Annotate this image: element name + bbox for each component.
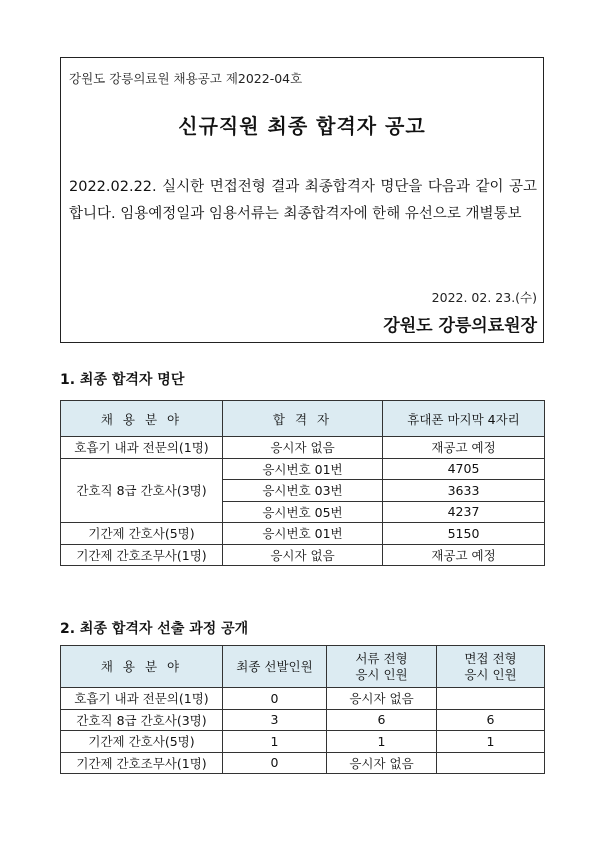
column-header-final: 최종 선발인원	[223, 646, 327, 688]
passer-cell: 응시번호 01번	[223, 523, 383, 545]
field-cell: 호흡기 내과 전문의(1명)	[61, 437, 223, 459]
table-header-row	[61, 401, 545, 437]
table-row	[61, 437, 545, 459]
field-cell: 기간제 간호조무사(1명)	[61, 544, 223, 566]
interview-cell	[437, 752, 545, 774]
interview-cell: 1	[437, 731, 545, 753]
final-cell: 0	[223, 752, 327, 774]
column-header-phone: 휴대폰 마지막 4자리	[383, 401, 545, 437]
document-header-line1: 서류 전형	[355, 650, 408, 666]
phone-cell: 재공고 예정	[383, 437, 545, 459]
passer-cell: 응시번호 01번	[223, 458, 383, 480]
interview-cell: 6	[437, 709, 545, 731]
notice-title: 신규직원 최종 합격자 공고	[178, 114, 426, 138]
interview-header-line1: 면접 전형	[464, 650, 517, 666]
column-header-passer: 합 격 자	[223, 401, 383, 437]
field-cell: 간호직 8급 간호사(3명)	[61, 458, 223, 523]
phone-cell: 재공고 예정	[383, 544, 545, 566]
column-header-field: 채 용 분 야	[61, 646, 223, 688]
selection-process-table	[60, 645, 545, 774]
document-cell: 응시자 없음	[327, 752, 437, 774]
phone-cell: 4705	[383, 458, 545, 480]
phone-cell: 4237	[383, 501, 545, 523]
passer-cell: 응시번호 03번	[223, 480, 383, 502]
passer-cell: 응시자 없음	[223, 437, 383, 459]
field-cell: 기간제 간호사(5명)	[61, 731, 223, 753]
notice-number: 강원도 강릉의료원 채용공고 제2022-04호	[69, 71, 303, 86]
document-cell: 1	[327, 731, 437, 753]
column-header-interview	[437, 646, 545, 688]
table-row	[61, 731, 545, 753]
notice-signer: 강원도 강릉의료원장	[383, 316, 537, 336]
table-header-row	[61, 646, 545, 688]
table-row	[61, 709, 545, 731]
phone-cell: 5150	[383, 523, 545, 545]
notice-box	[60, 57, 544, 343]
column-header-document	[327, 646, 437, 688]
document-header-line2: 응시 인원	[355, 666, 408, 682]
table-row	[61, 458, 545, 480]
field-cell: 호흡기 내과 전문의(1명)	[61, 688, 223, 710]
passer-cell: 응시자 없음	[223, 544, 383, 566]
interview-header-line2: 응시 인원	[464, 666, 517, 682]
field-cell: 기간제 간호사(5명)	[61, 523, 223, 545]
interview-cell	[437, 688, 545, 710]
notice-date: 2022. 02. 23.(수)	[431, 290, 537, 305]
section2-heading: 2. 최종 합격자 선출 과정 공개	[60, 621, 249, 637]
table-row	[61, 523, 545, 545]
section1-heading: 1. 최종 합격자 명단	[60, 372, 185, 388]
table-row	[61, 752, 545, 774]
final-cell: 0	[223, 688, 327, 710]
document-cell: 6	[327, 709, 437, 731]
column-header-field: 채 용 분 야	[61, 401, 223, 437]
table-row	[61, 544, 545, 566]
table-row	[61, 688, 545, 710]
field-cell: 간호직 8급 간호사(3명)	[61, 709, 223, 731]
final-cell: 3	[223, 709, 327, 731]
passer-cell: 응시번호 05번	[223, 501, 383, 523]
final-passers-table	[60, 400, 545, 566]
document-cell: 응시자 없음	[327, 688, 437, 710]
notice-body: 2022.02.22. 실시한 면접전형 결과 최종합격자 명단을 다음과 같이 공고합니다. 임용예정일과 임용서류는 최종합격자에 한해 유선으로 개별통보	[69, 179, 537, 222]
phone-cell: 3633	[383, 480, 545, 502]
final-cell: 1	[223, 731, 327, 753]
field-cell: 기간제 간호조무사(1명)	[61, 752, 223, 774]
